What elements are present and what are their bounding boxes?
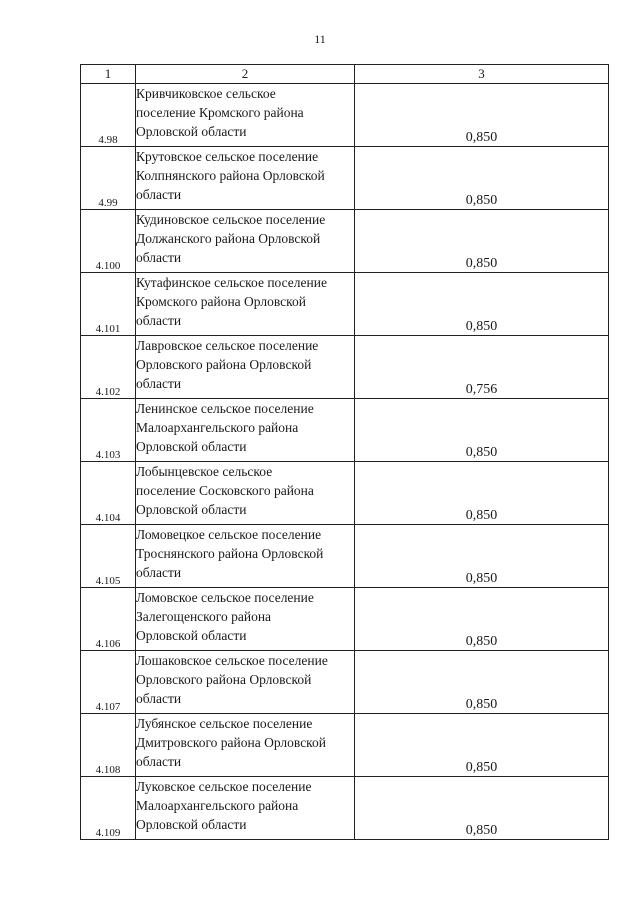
coefficient-value: 0,850 [355, 462, 609, 525]
settlement-coefficient-table [80, 64, 609, 840]
column-header-2: 2 [136, 65, 355, 84]
column-header-3: 3 [355, 65, 609, 84]
table-row [81, 399, 609, 462]
settlement-name: Луковское сельское поселение Малоархангельского района Орловской области [136, 777, 355, 840]
row-number: 4.104 [81, 462, 136, 525]
settlement-name: Ломовецкое сельское поселение Троснянского района Орловской области [136, 525, 355, 588]
table-row [81, 651, 609, 714]
settlement-name: Ломовское сельское поселение Залегощенского района Орловской области [136, 588, 355, 651]
table-row [81, 273, 609, 336]
coefficient-value: 0,850 [355, 273, 609, 336]
coefficient-value: 0,850 [355, 84, 609, 147]
coefficient-value: 0,850 [355, 525, 609, 588]
page-number: 11 [314, 32, 326, 46]
coefficient-value: 0,850 [355, 714, 609, 777]
settlement-name: Крутовское сельское поселение Колпнянского района Орловской области [136, 147, 355, 210]
settlement-name: Лубянское сельское поселение Дмитровского района Орловской области [136, 714, 355, 777]
coefficient-value: 0,850 [355, 210, 609, 273]
coefficient-value: 0,850 [355, 147, 609, 210]
coefficient-value: 0,850 [355, 588, 609, 651]
table-header-row [81, 65, 609, 84]
row-number: 4.106 [81, 588, 136, 651]
row-number: 4.103 [81, 399, 136, 462]
coefficient-value: 0,850 [355, 399, 609, 462]
settlement-name: Кривчиковское сельское поселение Кромского района Орловской области [136, 84, 355, 147]
row-number: 4.101 [81, 273, 136, 336]
table-row [81, 336, 609, 399]
coefficient-value: 0,850 [355, 651, 609, 714]
row-number: 4.98 [81, 84, 136, 147]
table-row [81, 462, 609, 525]
settlement-name: Ленинское сельское поселение Малоархангельского района Орловской области [136, 399, 355, 462]
table-row [81, 525, 609, 588]
coefficient-value: 0,850 [355, 777, 609, 840]
column-header-1: 1 [81, 65, 136, 84]
table-row [81, 714, 609, 777]
table-row [81, 210, 609, 273]
table-row [81, 147, 609, 210]
row-number: 4.108 [81, 714, 136, 777]
settlement-name: Лавровское сельское поселение Орловского района Орловской области [136, 336, 355, 399]
settlement-name: Кутафинское сельское поселение Кромского района Орловской области [136, 273, 355, 336]
row-number: 4.99 [81, 147, 136, 210]
row-number: 4.109 [81, 777, 136, 840]
row-number: 4.102 [81, 336, 136, 399]
table-row [81, 777, 609, 840]
row-number: 4.100 [81, 210, 136, 273]
table-row [81, 84, 609, 147]
row-number: 4.105 [81, 525, 136, 588]
settlement-name: Кудиновское сельское поселение Должанского района Орловской области [136, 210, 355, 273]
table-row [81, 588, 609, 651]
settlement-name: Лобынцевское сельское поселение Сосковского района Орловской области [136, 462, 355, 525]
settlement-name: Лошаковское сельское поселение Орловского района Орловской области [136, 651, 355, 714]
coefficient-value: 0,756 [355, 336, 609, 399]
row-number: 4.107 [81, 651, 136, 714]
